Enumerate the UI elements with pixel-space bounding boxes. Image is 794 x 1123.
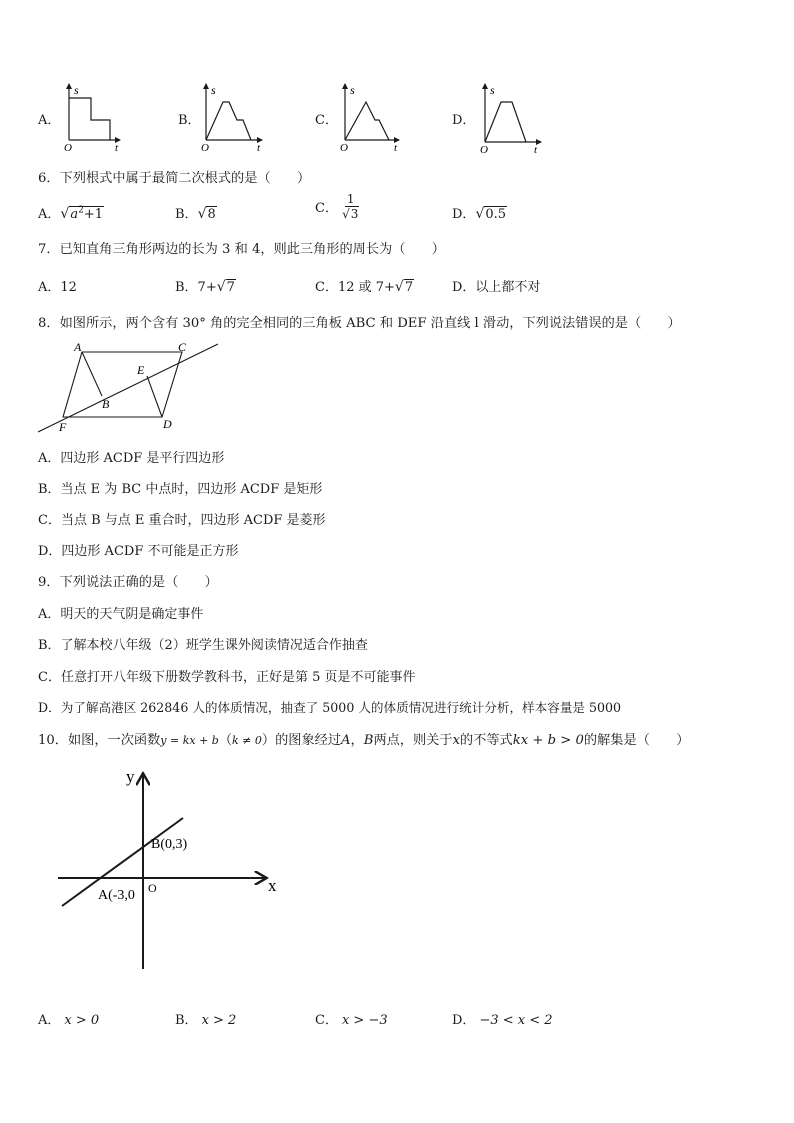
q10-stem-part1: 10．如图，一次函数 bbox=[38, 733, 161, 748]
point-b-label: B(0,3) bbox=[151, 837, 188, 852]
q10-option-a-expr: x > 0 bbox=[64, 1013, 100, 1028]
q8-figure bbox=[30, 336, 230, 436]
graph-line bbox=[485, 102, 526, 142]
x-axis-label: x bbox=[268, 876, 277, 895]
graph-line bbox=[345, 102, 389, 140]
axis-t-label: t bbox=[115, 142, 119, 154]
q7-option-c-text: C．12 或 7+ bbox=[315, 280, 395, 295]
q5-option-a-letter: A． bbox=[38, 113, 61, 128]
q6-option-b: B．√8 bbox=[175, 206, 216, 222]
axis-t-label: t bbox=[257, 142, 261, 154]
q10-option-d-letter: D． bbox=[452, 1013, 476, 1028]
label-d: D bbox=[163, 417, 172, 431]
q10-option-c bbox=[315, 1009, 388, 1028]
parallelogram-acdf bbox=[63, 352, 182, 417]
q6-b-radicand: 8 bbox=[207, 207, 216, 222]
q6-option-c-letter: C． bbox=[315, 201, 338, 217]
q7-stem: 7．已知直角三角形两边的长为 3 和 4，则此三角形的周长为（ ） bbox=[38, 242, 445, 257]
q6-option-d: D．√0.5 bbox=[452, 206, 507, 222]
point-a-label: A(-3,0 bbox=[98, 888, 135, 903]
q6-c-fraction: $\frac{1}{√3}$ bbox=[342, 192, 359, 221]
axis-s-label: s bbox=[490, 83, 495, 97]
q8-option-a: A．四边形 ACDF 是平行四边形 bbox=[38, 451, 225, 466]
q9-stem: 9．下列说法正确的是（ ） bbox=[38, 575, 218, 590]
q10-option-b-expr: x > 2 bbox=[201, 1013, 237, 1028]
q9-option-c: C．任意打开八年级下册数学教科书，正好是第 5 页是不可能事件 bbox=[38, 670, 416, 685]
q10-option-a bbox=[38, 1009, 99, 1028]
q10-variable-x: x bbox=[452, 733, 460, 748]
q8-option-d: D．四边形 ACDF 不可能是正方形 bbox=[38, 544, 239, 559]
q6-option-d-letter: D． bbox=[452, 207, 476, 222]
axis-t-label: t bbox=[394, 142, 398, 154]
q10-option-b-letter: B． bbox=[175, 1013, 198, 1028]
label-e: E bbox=[137, 363, 145, 377]
axis-s-label: s bbox=[74, 83, 79, 97]
y-axis-label: y bbox=[126, 767, 135, 786]
q6-option-c bbox=[315, 193, 359, 220]
q10-function: y = kx + b bbox=[160, 734, 219, 747]
origin-label: O bbox=[340, 142, 348, 154]
q7-b-radicand: 7 bbox=[226, 280, 235, 295]
q10-option-c-expr: x > −3 bbox=[341, 1013, 388, 1028]
q5-option-c-letter: C． bbox=[315, 113, 338, 128]
q5-option-a-graph bbox=[60, 80, 135, 155]
q10-stem bbox=[38, 729, 689, 748]
q10-stem-part4: ， bbox=[350, 733, 364, 748]
q10-k-condition: k ≠ 0 bbox=[232, 734, 262, 747]
graph-line bbox=[69, 98, 110, 140]
q7-option-b-text: B．7+ bbox=[175, 280, 217, 295]
q10-option-b bbox=[175, 1009, 236, 1028]
q10-stem-part5: 两点，则关于 bbox=[373, 733, 453, 748]
q6-option-b-letter: B． bbox=[175, 207, 198, 222]
q8-option-b: B．当点 E 为 BC 中点时，四边形 ACDF 是矩形 bbox=[38, 482, 323, 497]
axis-s-label: s bbox=[350, 83, 355, 97]
label-f: F bbox=[59, 420, 67, 434]
q9-option-a: A．明天的天气阴是确定事件 bbox=[38, 607, 204, 622]
q7-option-a: A．12 bbox=[38, 280, 77, 295]
segment-ed bbox=[147, 376, 162, 417]
origin-label: O bbox=[64, 142, 72, 154]
q6-a-exp: 2 bbox=[78, 205, 84, 216]
q7-option-d: D．以上都不对 bbox=[452, 280, 541, 295]
q7-option-c: C．12 或 7+√7 bbox=[315, 279, 414, 295]
label-a: A bbox=[74, 340, 82, 354]
q5-option-d-graph bbox=[476, 80, 551, 155]
q10-point-a: A bbox=[341, 733, 351, 748]
label-c: C bbox=[178, 340, 187, 354]
line-l bbox=[38, 344, 218, 432]
q6-a-base: a bbox=[70, 207, 79, 222]
q9-option-d: D．为了解高港区 262846 人的体质情况，抽查了 5000 人的体质情况进行统计分析，样本容量是 5000 bbox=[38, 700, 622, 715]
origin-label: O bbox=[480, 144, 488, 155]
label-b: B bbox=[102, 397, 110, 411]
q5-option-d-letter: D． bbox=[452, 113, 476, 128]
q10-option-d bbox=[452, 1009, 553, 1028]
q10-inequality: kx + b > 0 bbox=[512, 733, 584, 748]
q7-c-radicand: 7 bbox=[404, 280, 414, 295]
q6-a-rest: +1 bbox=[83, 207, 103, 222]
q10-option-c-letter: C． bbox=[315, 1013, 338, 1028]
q10-stem-part7: 的解集是（ ） bbox=[583, 733, 690, 748]
q6-c-denominator: 3 bbox=[350, 206, 359, 221]
q5-option-b-letter: B． bbox=[178, 113, 201, 128]
q8-stem: 8．如图所示，两个含有 30° 角的完全相同的三角板 ABC 和 DEF 沿直线 l 滑动，下列说法错误的是（ ） bbox=[38, 316, 681, 331]
q5-option-c-graph bbox=[336, 80, 411, 155]
origin-label: O bbox=[201, 142, 209, 154]
q8-option-c: C．当点 B 与点 E 重合时，四边形 ACDF 是菱形 bbox=[38, 513, 326, 528]
q10-stem-part6: 的不等式 bbox=[460, 733, 513, 748]
q6-option-a: A．$√a^2+1$ bbox=[38, 205, 103, 222]
q6-option-a-letter: A． bbox=[38, 207, 61, 222]
axis-s-label: s bbox=[211, 83, 216, 97]
q9-option-b: B．了解本校八年级（2）班学生课外阅读情况适合作抽查 bbox=[38, 638, 368, 653]
q6-stem: 6．下列根式中属于最简二次根式的是（ ） bbox=[38, 171, 311, 186]
q10-option-a-letter: A． bbox=[38, 1013, 61, 1028]
q6-c-numerator: 1 bbox=[346, 192, 355, 206]
q5-option-b-graph bbox=[197, 80, 272, 155]
q10-point-b: B bbox=[363, 733, 374, 748]
q6-d-radicand: 0.5 bbox=[485, 207, 507, 222]
axis-t-label: t bbox=[534, 144, 538, 155]
origin-label: O bbox=[148, 881, 157, 895]
q10-graph bbox=[52, 762, 292, 977]
segment-ab bbox=[82, 352, 102, 396]
q10-stem-part2: （ bbox=[218, 733, 233, 748]
q7-option-b: B．7+√7 bbox=[175, 279, 235, 295]
q10-stem-part3: ）的图象经过 bbox=[261, 733, 342, 748]
graph-line bbox=[206, 102, 251, 140]
q10-option-d-expr: −3 < x < 2 bbox=[479, 1013, 553, 1028]
